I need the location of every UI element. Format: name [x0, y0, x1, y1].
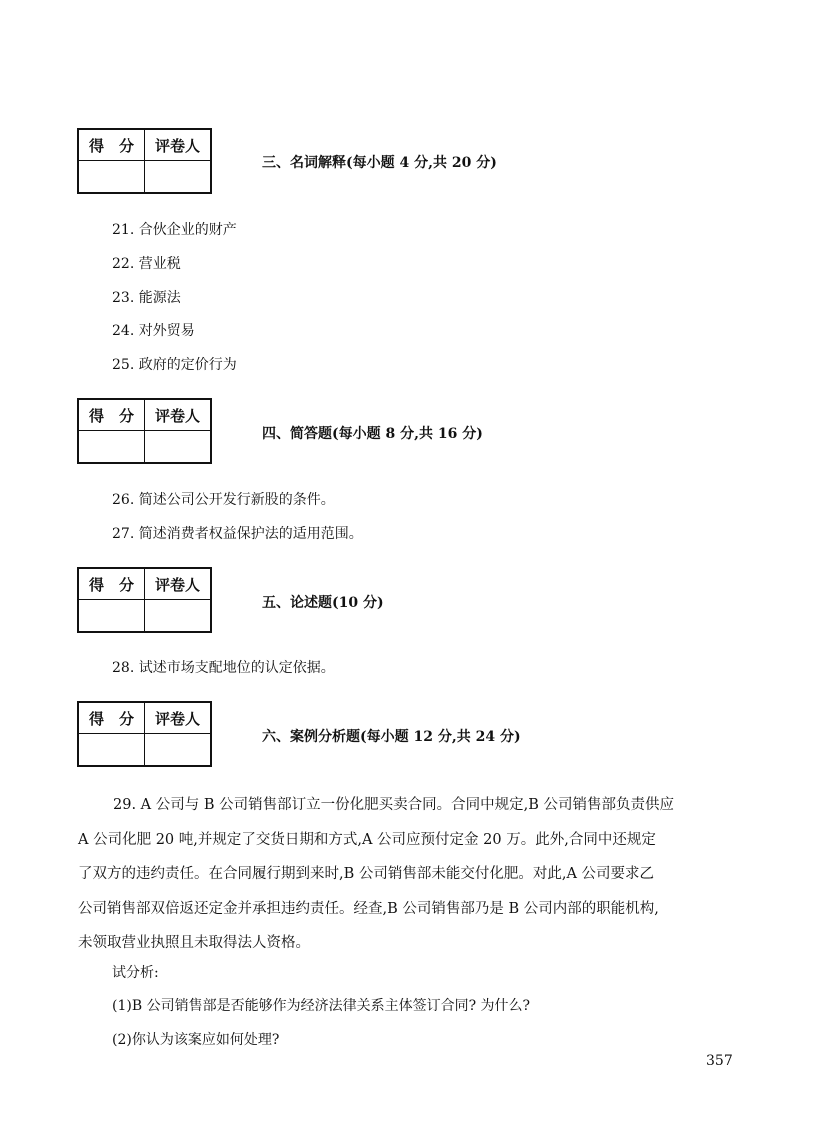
question-item: 27. 简述消费者权益保护法的适用范围。	[112, 526, 363, 542]
question-item: 28. 试述市场支配地位的认定依据。	[112, 660, 335, 676]
case-line: 29. A 公司与 B 公司销售部订立一份化肥买卖合同。合同中规定,B 公司销售部负责供应	[113, 797, 674, 813]
case-line: 未领取营业执照且未取得法人资格。	[78, 935, 310, 951]
analysis-prompt: 试分析:	[112, 965, 159, 981]
grader-cell	[145, 431, 210, 462]
section-heading: 五、论述题(10 分)	[262, 595, 384, 611]
score-label: 得 分	[79, 569, 145, 600]
question-item: 26. 简述公司公开发行新股的条件。	[112, 492, 335, 508]
case-line: 了双方的违约责任。在合同履行期到来时,B 公司销售部未能交付化肥。对此,A 公司要求乙	[78, 866, 655, 882]
score-table	[77, 567, 212, 633]
grader-cell	[145, 600, 210, 631]
grader-cell	[145, 161, 210, 192]
question-item: 24. 对外贸易	[112, 323, 195, 339]
score-label: 得 分	[79, 130, 145, 161]
question-item: 21. 合伙企业的财产	[112, 222, 237, 238]
score-table	[77, 701, 212, 767]
case-line: A 公司化肥 20 吨,并规定了交货日期和方式,A 公司应预付定金 20 万。此外,合同中还规定	[78, 831, 656, 848]
question-item: 23. 能源法	[112, 290, 181, 306]
case-line: 公司销售部双倍返还定金并承担违约责任。经查,B 公司销售部乃是 B 公司内部的职能机构,	[78, 900, 659, 917]
subquestion: (2)你认为该案应如何处理?	[112, 1032, 280, 1048]
page-number: 357	[706, 1053, 733, 1069]
score-label: 得 分	[79, 400, 145, 431]
score-table	[77, 398, 212, 464]
grader-label: 评卷人	[145, 400, 210, 431]
score-table	[77, 128, 212, 194]
score-cell	[79, 161, 145, 192]
question-item: 25. 政府的定价行为	[112, 357, 237, 373]
score-cell	[79, 431, 145, 462]
score-label: 得 分	[79, 703, 145, 734]
case-paragraph	[78, 788, 750, 961]
grader-label: 评卷人	[145, 703, 210, 734]
grader-label: 评卷人	[145, 569, 210, 600]
grader-cell	[145, 734, 210, 765]
section-heading: 三、名词解释(每小题 4 分,共 20 分)	[262, 155, 497, 171]
score-cell	[79, 734, 145, 765]
grader-label: 评卷人	[145, 130, 210, 161]
score-cell	[79, 600, 145, 631]
subquestion: (1)B 公司销售部是否能够作为经济法律关系主体签订合同? 为什么?	[112, 998, 531, 1014]
question-item: 22. 营业税	[112, 256, 181, 272]
section-heading: 六、案例分析题(每小题 12 分,共 24 分)	[262, 729, 521, 745]
section-heading: 四、简答题(每小题 8 分,共 16 分)	[262, 426, 483, 442]
